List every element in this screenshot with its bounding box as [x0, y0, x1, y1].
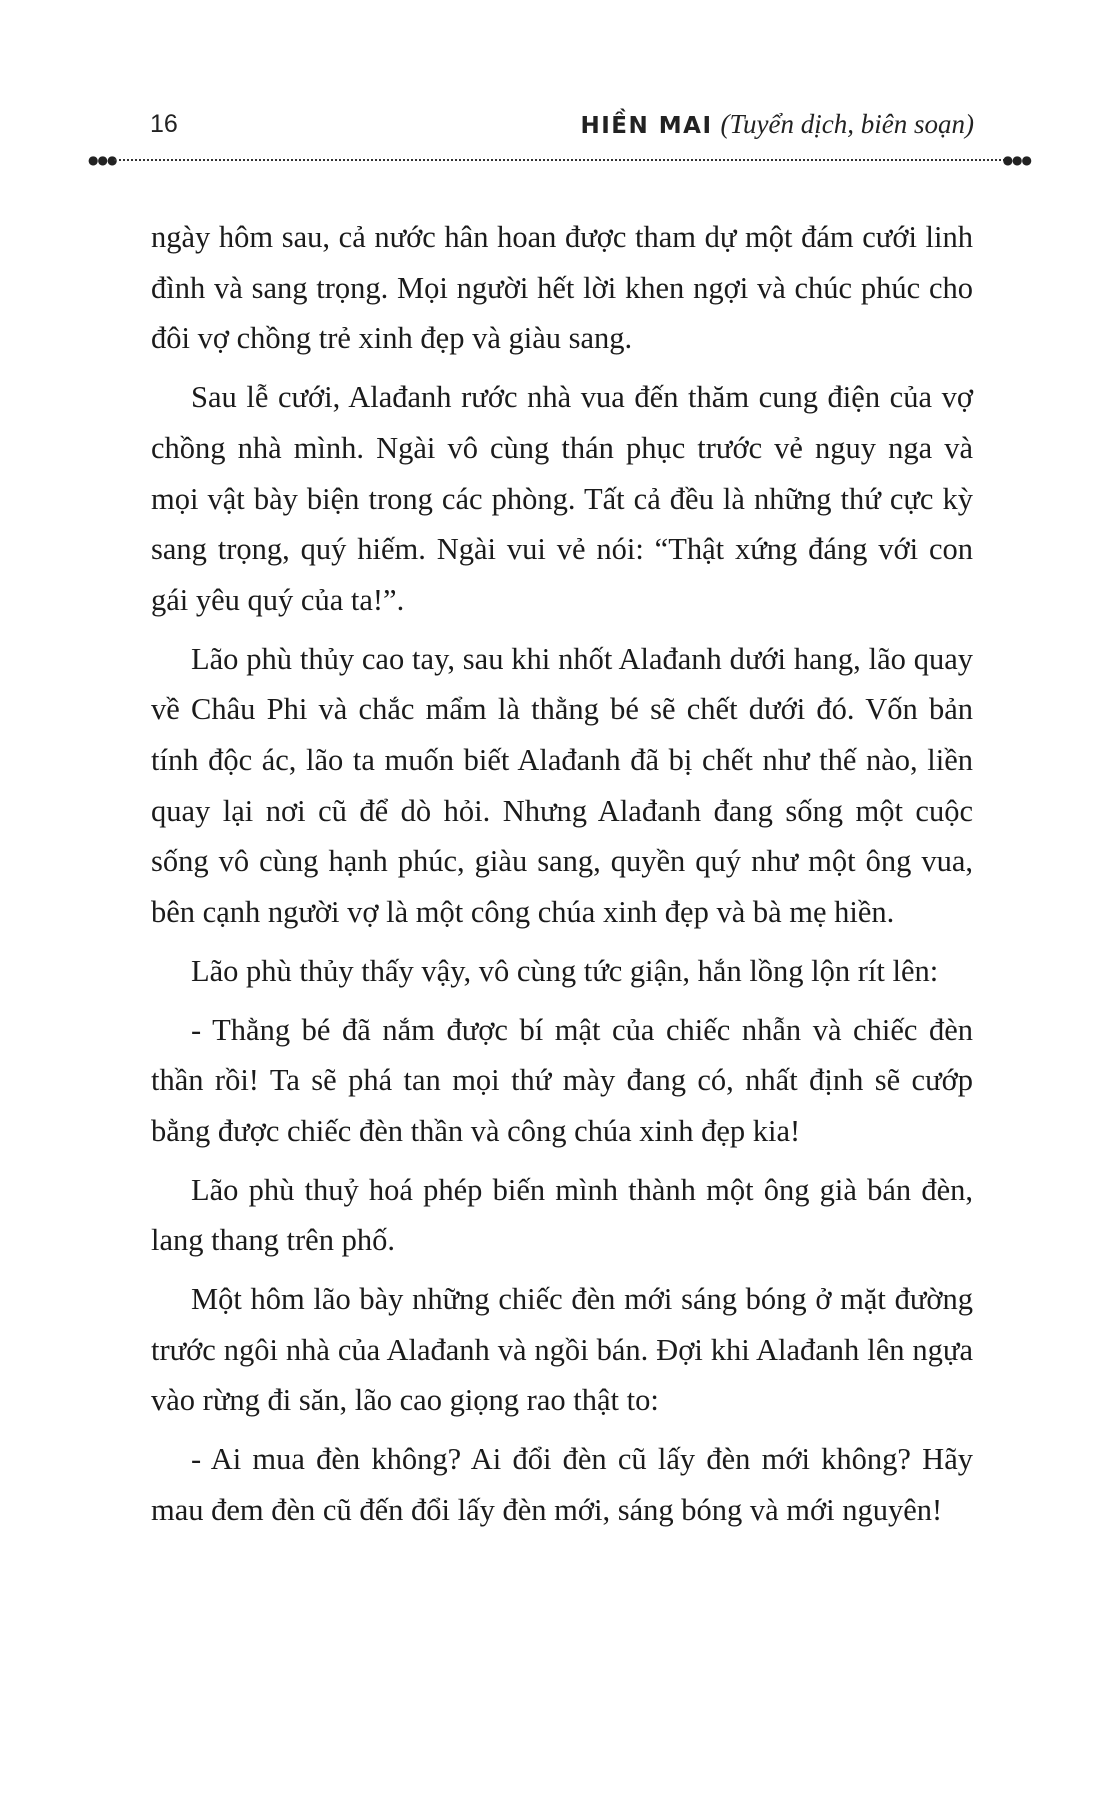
- book-subtitle: (Tuyển dịch, biên soạn): [720, 109, 974, 139]
- running-head: [581, 104, 975, 149]
- divider-dots-left: ●●●: [88, 153, 117, 167]
- divider-dots-right: ●●●: [1002, 153, 1031, 167]
- paragraph-continuation: ngày hôm sau, cả nước hân hoan được tham dự một đám cưới linh đình và sang trọng. Mọi người hết lời khen ngợi và chúc phúc cho đôi vợ chồng trẻ xinh đẹp và giàu sang.: [151, 220, 973, 356]
- page-number: 16: [150, 110, 178, 138]
- paragraph-lamp-call: - Ai mua đèn không? Ai đổi đèn cũ lấy đèn mới không? Hãy mau đem đèn cũ đến đổi lấy đèn mới, sáng bóng và mới nguyên!: [151, 1442, 973, 1527]
- paragraph-lamp-seller: Một hôm lão bày những chiếc đèn mới sáng bóng ở mặt đường trước ngôi nhà của Alađanh và ngồi bán. Đợi khi Alađanh lên ngựa vào rừng đi săn, lão cao giọng rao thật to:: [151, 1282, 973, 1418]
- paragraph-disguise: Lão phù thuỷ hoá phép biến mình thành một ông già bán đèn, lang thang trên phố.: [151, 1172, 973, 1258]
- header-divider: [88, 154, 1031, 166]
- paragraph-sorcerer-dialogue: - Thằng bé đã nắm được bí mật của chiếc nhẫn và chiếc đèn thần rồi! Ta sẽ phá tan mọi thứ mày đang có, nhất định sẽ cướp bằng được chiếc đèn thần và công chúa xinh đẹp kia!: [151, 1012, 973, 1148]
- page-header: [150, 104, 974, 144]
- paragraph-wedding-visit: Sau lễ cưới, Alađanh rước nhà vua đến thăm cung điện của vợ chồng nhà mình. Ngài vô cùng thán phục trước vẻ nguy nga và mọi vật bày biện trong các phòng. Tất cả đều là những thứ cực kỳ sang trọng, quý hiếm. Ngài vui vẻ nói: “Thật xứng đáng với con gái yêu quý của ta!”.: [151, 380, 973, 617]
- author-name: HIỀN MAI: [580, 113, 713, 139]
- divider-dotted-line: [114, 159, 1005, 161]
- paragraph-sorcerer-angry: Lão phù thủy thấy vậy, vô cùng tức giận, hắn lồng lộn rít lên:: [191, 953, 939, 988]
- paragraph-sorcerer-returns: Lão phù thủy cao tay, sau khi nhốt Alađanh dưới hang, lão quay về Châu Phi và chắc mẩm là thằng bé sẽ chết dưới đó. Vốn bản tính độc ác, lão ta muốn biết Alađanh đã bị chết như thế nào, liền quay lại nơi cũ để dò hỏi. Nhưng Alađanh đang sống một cuộc sống vô cùng hạnh phúc, giàu sang, quyền quý như một ông vua, bên cạnh người vợ là một công chúa xinh đẹp và bà mẹ hiền.: [151, 641, 973, 930]
- body-text: [151, 212, 973, 1544]
